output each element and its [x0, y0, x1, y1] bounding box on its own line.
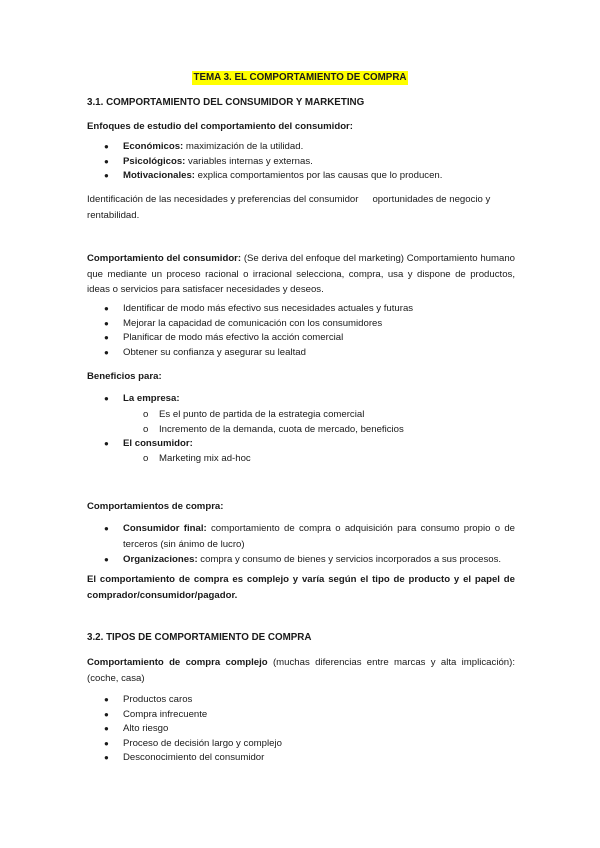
list-item: ● El consumidor: — [87, 437, 515, 452]
beneficios-block — [87, 392, 515, 466]
list-item: ● Motivacionales: explica comportamientos por las causas que lo producen. — [87, 169, 515, 184]
enfoques-list — [87, 140, 515, 184]
beneficios-heading: Beneficios para: — [87, 371, 162, 382]
list-item: ● La empresa: — [87, 392, 515, 407]
empresa-sublist — [87, 407, 515, 437]
list-item: ● Planificar de modo más efectivo la acción comercial — [87, 331, 515, 346]
complejo-paragraph: Comportamiento de compra complejo (muchas diferencias entre marcas y alta implicación): (coche, casa) — [87, 657, 515, 684]
section-1-heading: 3.1. COMPORTAMIENTO DEL CONSUMIDOR Y MARKETING — [87, 97, 365, 108]
list-item: ● Desconocimiento del consumidor — [87, 751, 515, 766]
page-title: TEMA 3. EL COMPORTAMIENTO DE COMPRA — [193, 72, 407, 83]
list-item: ● Identificar de modo más efectivo sus necesidades actuales y futuras — [87, 302, 515, 317]
list-item: ● Obtener su confianza y asegurar su lealtad — [87, 346, 515, 361]
comportamiento-paragraph: Comportamiento del consumidor: (Se deriva del enfoque del marketing) Comportamiento humano que mediante un proceso racional o irracional selecciona, compra, usa y dispone de productos, ideas o servicios para satisfacer necesidades y deseos. — [87, 253, 515, 295]
conclusion-paragraph: El comportamiento de compra es complejo y varía según el tipo de producto y el papel de comprador/consumidor/pagador. — [87, 574, 515, 601]
list-item: ● Psicológicos: variables internas y externas. — [87, 155, 515, 170]
list-item: ● Alto riesgo — [87, 722, 515, 737]
title-row — [0, 71, 600, 85]
compra-list — [87, 521, 515, 568]
compra-heading: Comportamientos de compra: — [87, 501, 224, 512]
list-item: ● Económicos: maximización de la utilidad. — [87, 140, 515, 155]
objetivos-list — [87, 302, 515, 360]
section-2-heading: 3.2. TIPOS DE COMPORTAMIENTO DE COMPRA — [87, 632, 312, 643]
identificacion-paragraph: Identificación de las necesidades y preferencias del consumidor oportunidades de negocio y rentabilidad. — [87, 194, 491, 221]
list-item: o Marketing mix ad-hoc — [87, 451, 515, 466]
list-item: ● Consumidor final: comportamiento de compra o adquisición para consumo propio o de terceros (sin ánimo de lucro) — [87, 521, 515, 552]
list-item: ● Proceso de decisión largo y complejo — [87, 737, 515, 752]
beneficios-list-2 — [87, 437, 515, 452]
complejo-list — [87, 693, 515, 766]
list-item: o Es el punto de partida de la estrategia comercial — [87, 407, 515, 422]
list-item: ● Compra infrecuente — [87, 708, 515, 723]
beneficios-list — [87, 392, 515, 407]
list-item: o Incremento de la demanda, cuota de mercado, beneficios — [87, 422, 515, 437]
list-item: ● Mejorar la capacidad de comunicación con los consumidores — [87, 317, 515, 332]
list-item: ● Productos caros — [87, 693, 515, 708]
list-item: ● Organizaciones: compra y consumo de bienes y servicios incorporados a sus procesos. — [87, 552, 515, 568]
enfoques-heading: Enfoques de estudio del comportamiento del consumidor: — [87, 121, 353, 132]
consumidor-sublist — [87, 451, 515, 466]
